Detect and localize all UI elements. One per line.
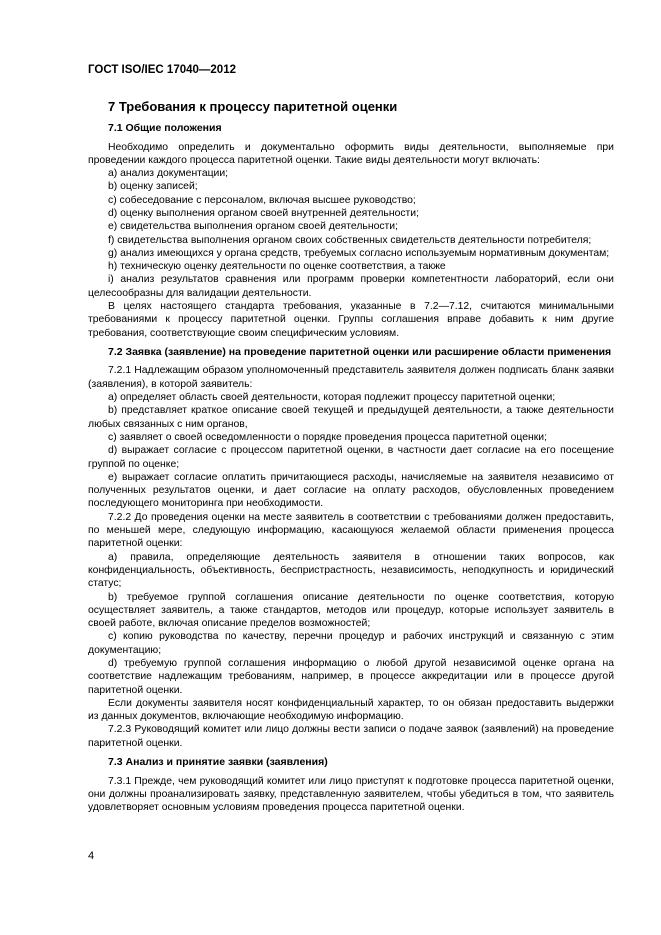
paragraph: 7.3.1 Прежде, чем руководящий комитет или лицо приступят к подготовке процесса паритетной оценки, они должны проанализировать заявку, представленную заявителем, чтобы убедиться в том, что заявитель удовлетворяет основным условиям проведения процесса паритетной оценки. [88,775,614,814]
list-item: e) свидетельства выполнения органом своей деятельности; [108,221,398,233]
list-item: d) выражает согласие с процессом паритетной оценки, в частности дает согласие на его посещение группой по оценке; [88,445,614,470]
paragraph: 7.2.2 До проведения оценки на месте заявитель в соответствии с требованиями должен предоставить, по меньшей мере, следующую информацию, касающуюся желаемой области применения процесса паритетной оценки: [88,511,614,550]
section-7-1-title: 7.1 Общие положения [108,122,222,134]
paragraph: 7.2.1 Надлежащим образом уполномоченный представитель заявителя должен подписать бланк заявки (заявления), в которой заявитель: [88,365,614,390]
list-item: a) анализ документации; [108,168,229,180]
list-item: c) заявляет о своей осведомленности о порядке проведения процесса паритетной оценки; [108,431,547,443]
list-item: a) определяет область своей деятельности, которая подлежит процессу паритетной оценки; [108,392,556,404]
section-7-2-title: 7.2 Заявка (заявление) на проведение паритетной оценки или расширение области применения [108,345,612,358]
paragraph: Необходимо определить и документально оформить виды деятельности, выполняемые при проведении каждого процесса паритетной оценки. Такие виды деятельности могут включать: [88,141,614,166]
document-page [88,64,614,814]
list-item: h) техническую оценку деятельности по оценке соответствия, а также [108,261,446,273]
list-item: e) выражает согласие оплатить причитающиеся расходы, начисляемые на заявителя независимо от полученных результатов оценки, и дает согласие на оплату расходов, обусловленных проведением последующего мониторинга при необходимости. [88,471,614,510]
list-item: d) требуемую группой соглашения информацию о любой другой независимой оценке органа на соответствие надлежащим требованиям, например, в процессе аккредитации или в процессе другой паритетной оценки. [88,657,614,696]
paragraph: Если документы заявителя носят конфиденциальный характер, то он обязан предоставить выдержки из данных документов, включающие необходимую информацию. [88,697,614,723]
section-7-3-title: 7.3 Анализ и принятие заявки (заявления) [108,756,328,769]
document-header: ГОСТ ISO/IEC 17040—2012 [88,64,236,76]
section-7-title: 7 Требования к процессу паритетной оценки [108,99,398,114]
list-item: c) копию руководства по качеству, перечни процедур и рабочих инструкций и связанную с этим документацию; [88,631,614,656]
list-item: b) требуемое группой соглашения описание деятельности по оценке соответствия, которую осуществляет заявитель, а также стандартов, методов или процедур, которые использует заявитель в своей работе, включая описание пределов возможностей; [88,591,614,630]
section-7-2-body [88,364,614,750]
list-item: f) свидетельства выполнения органом своих собственных свидетельств деятельности потребителя; [108,234,592,246]
list-item: c) собеседование с персоналом, включая высшее руководство; [108,194,416,206]
section-7-3-body [88,775,614,815]
list-item: d) оценку выполнения органом своей внутренней деятельности; [108,207,419,219]
list-item: b) представляет краткое описание своей текущей и предыдущей деятельности, а также деятельности любых связанных с ним органов, [88,405,614,430]
paragraph: В целях настоящего стандарта требования, указанные в 7.2—7.12, считаются минимальными требованиями к процессу паритетной оценки. Группы соглашения вправе добавить к ним другие требования, соответствующие своим специфическим условиям. [88,301,614,339]
list-item: a) правила, определяющие деятельность заявителя в отношении таких вопросов, как конфиденциальность, объективность, беспристрастность, независимость, неподкупность и юридический статус; [88,551,614,590]
paragraph: 7.2.3 Руководящий комитет или лицо должны вести записи о подаче заявок (заявлений) на проведение паритетной оценки. [88,724,614,749]
section-7-1-body [88,141,614,340]
page-number: 4 [88,850,95,862]
list-item: i) анализ результатов сравнения или программ проверки компетентности лабораторий, если они целесообразны для валидации деятельности. [88,274,614,299]
list-item: b) оценку записей; [108,181,198,193]
list-item: g) анализ имеющихся у органа средств, требуемых согласно используемым нормативным документам; [108,247,610,259]
